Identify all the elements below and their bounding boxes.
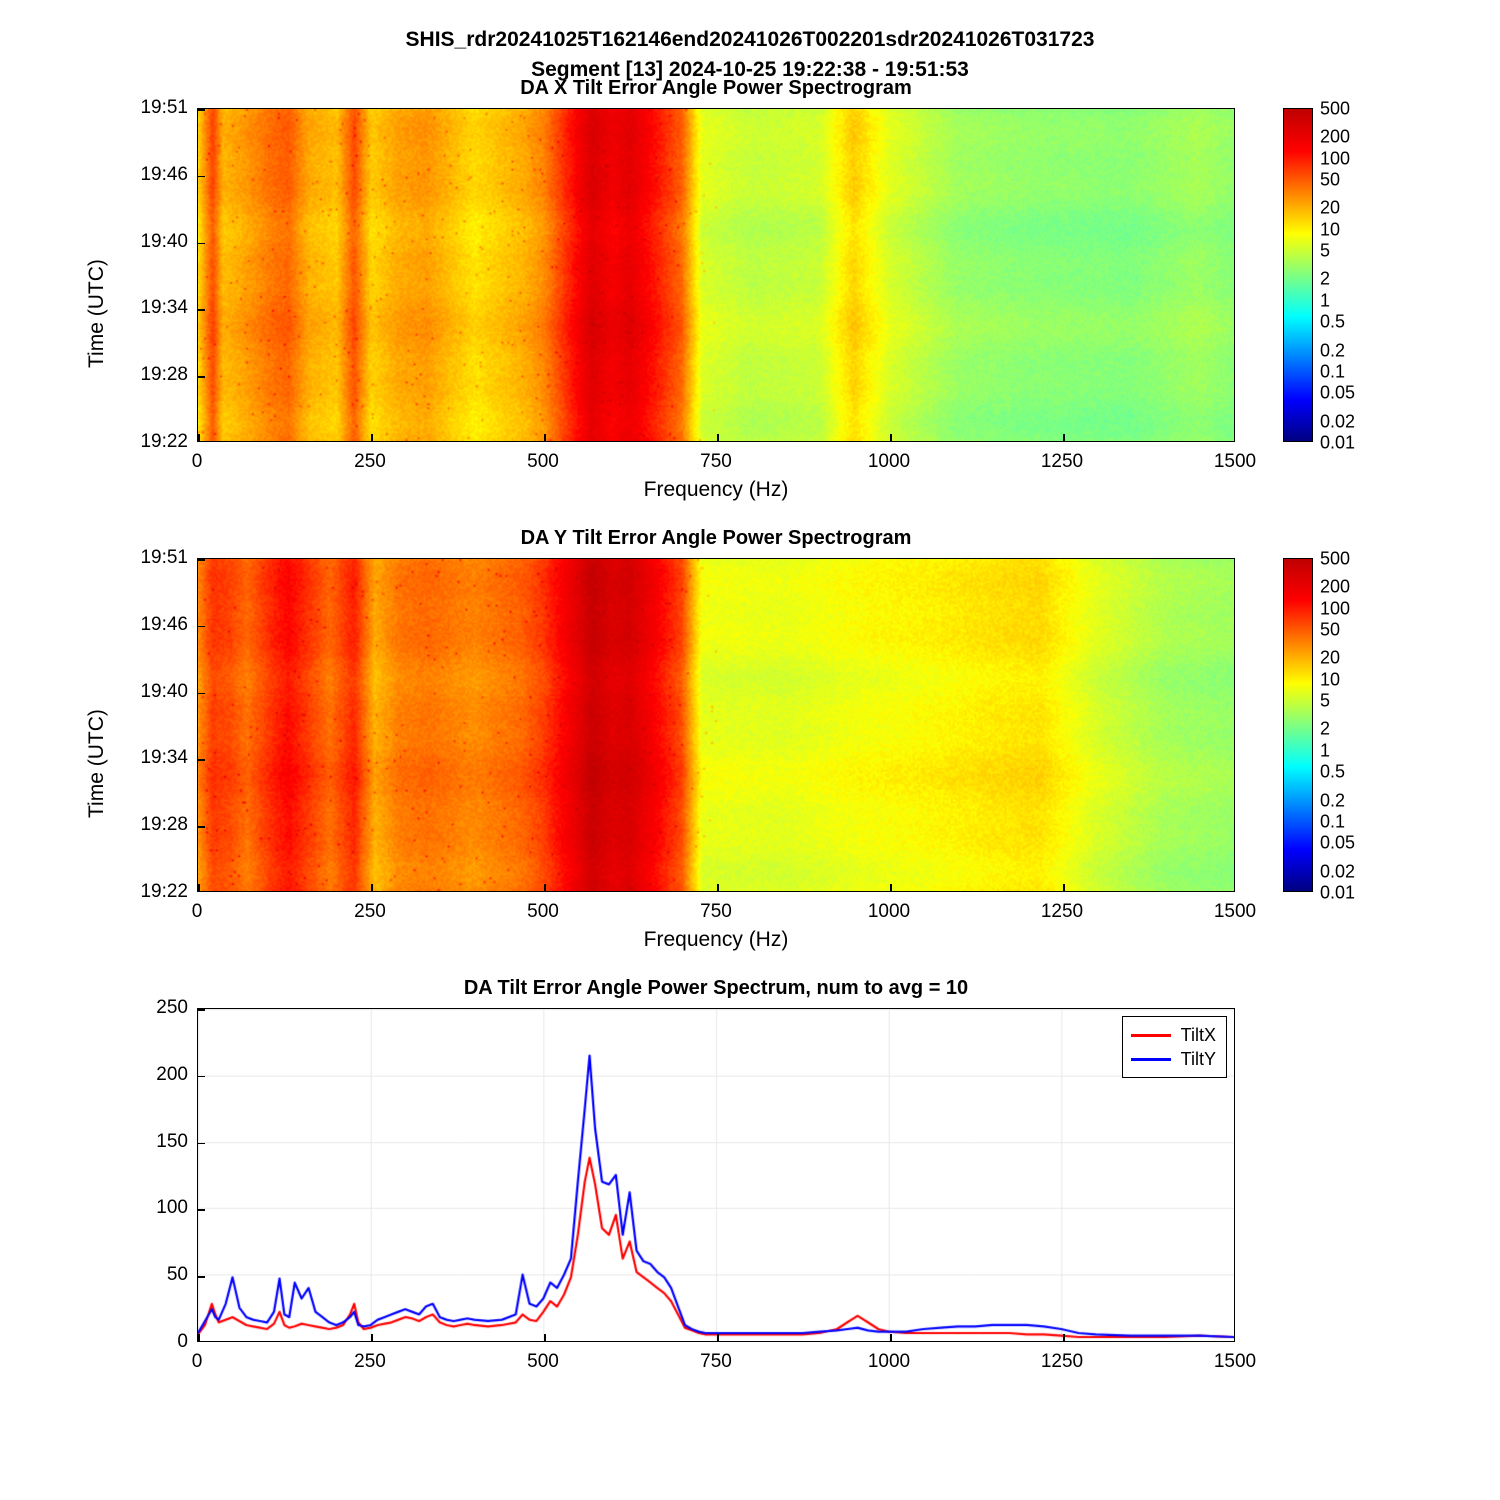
colorbar-tick-label: 100 (1320, 598, 1351, 619)
colorbar-tick-label: 10 (1320, 219, 1341, 240)
legend-swatch-icon (1131, 1034, 1171, 1037)
colorbar-tick-label: 0.5 (1320, 311, 1346, 332)
y-tick-label: 0 (177, 1331, 188, 1352)
y-tick-label: 19:40 (140, 680, 188, 702)
colorbar-tick-label: 500 (1320, 548, 1351, 569)
colorbar-tick-label: 10 (1320, 669, 1341, 690)
x-tick-mark (717, 884, 719, 891)
spectrum-lines (198, 1009, 1234, 1341)
x-tick-mark (1063, 434, 1065, 441)
x-tick-label: 500 (527, 901, 559, 922)
figure-title-line1: SHIS_rdr20241025T162146end20241026T002201sdr20241026T031723 (405, 28, 1095, 51)
colorbar-gradient-da-x (1284, 109, 1312, 441)
x-tick-mark (198, 434, 200, 441)
x-tick-mark (371, 1334, 373, 1341)
panel-title-da-x: DA X Tilt Error Angle Power Spectrogram (520, 77, 912, 99)
x-tick-mark (371, 884, 373, 891)
colorbar-gradient-da-y (1284, 559, 1312, 891)
colorbar-tick-label: 0.1 (1320, 361, 1346, 382)
y-tick-label: 19:51 (140, 97, 188, 118)
x-tick-mark (890, 884, 892, 891)
x-tick-label: 1250 (1040, 1351, 1084, 1372)
x-tick-label: 750 (700, 901, 732, 922)
axes-da-y (197, 558, 1235, 892)
x-tick-label: 0 (191, 1351, 203, 1372)
y-tick-label: 100 (156, 1197, 188, 1219)
colorbar-tick-label: 50 (1320, 169, 1341, 190)
x-tick-mark (371, 434, 373, 441)
axis-label-y-da-x: Time (UTC) (85, 259, 108, 368)
axis-label-x-da-y: Frequency (Hz) (643, 928, 789, 951)
x-tick-label: 500 (527, 1351, 559, 1372)
colorbar-tick-label: 5 (1320, 690, 1331, 711)
x-tick-mark (717, 1334, 719, 1341)
colorbar-tick-label: 0.2 (1320, 790, 1346, 811)
panel-da-x-spectrogram (85, 77, 1257, 501)
y-tick-label: 19:46 (140, 613, 188, 635)
colorbar-tick-label: 0.1 (1320, 811, 1346, 832)
y-tick-label: 19:28 (140, 814, 188, 836)
y-tick-mark (198, 1009, 205, 1011)
y-tick-label: 19:40 (140, 230, 188, 252)
y-tick-label: 19:28 (140, 364, 188, 386)
colorbar-tick-label: 1 (1320, 290, 1331, 311)
legend-label: TiltX (1180, 1024, 1216, 1045)
colorbar-tick-label: 0.05 (1320, 382, 1356, 403)
y-tick-mark (198, 1076, 205, 1078)
x-tick-mark (1234, 884, 1235, 891)
x-tick-mark (717, 434, 719, 441)
colorbar-tick-label: 500 (1320, 98, 1351, 119)
panel-title-da-y: DA Y Tilt Error Angle Power Spectrogram (520, 527, 912, 549)
panel-power-spectrum (156, 977, 1257, 1372)
colorbar-da-y (1283, 548, 1356, 903)
spectrogram-image-da-y (198, 559, 1234, 891)
x-tick-label: 500 (527, 451, 559, 472)
x-tick-mark (198, 884, 200, 891)
y-tick-label: 19:22 (140, 431, 188, 452)
x-tick-mark (1063, 1334, 1065, 1341)
axis-label-x-da-x: Frequency (Hz) (643, 478, 789, 501)
x-tick-label: 1500 (1213, 901, 1257, 922)
x-tick-label: 1250 (1040, 451, 1084, 472)
x-tick-label: 750 (700, 1351, 732, 1372)
colorbar-tick-label: 0.02 (1320, 411, 1356, 432)
y-tick-label: 19:22 (140, 881, 188, 902)
panel-title-spectrum: DA Tilt Error Angle Power Spectrum, num to avg = 10 (463, 977, 969, 999)
y-tick-mark (198, 759, 205, 761)
colorbar-tick-label: 20 (1320, 197, 1341, 218)
colorbar-tick-label: 2 (1320, 718, 1331, 739)
colorbar-tick-label: 0.02 (1320, 861, 1356, 882)
y-tick-mark (198, 176, 205, 178)
legend-label: TiltY (1180, 1048, 1216, 1069)
legend-swatch-icon (1131, 1058, 1171, 1061)
x-tick-label: 750 (700, 451, 732, 472)
legend-item-tiltx[interactable] (1131, 1023, 1216, 1047)
colorbar-tick-label: 1 (1320, 740, 1331, 761)
x-tick-label: 250 (354, 451, 386, 472)
colorbar-tick-label: 0.5 (1320, 761, 1346, 782)
x-tick-label: 0 (191, 901, 203, 922)
x-tick-mark (890, 1334, 892, 1341)
x-tick-label: 250 (354, 901, 386, 922)
y-tick-label: 250 (156, 997, 188, 1018)
x-tick-mark (544, 434, 546, 441)
axes-spectrum (197, 1008, 1235, 1342)
y-tick-mark (198, 109, 205, 111)
x-tick-mark (198, 1334, 200, 1341)
y-tick-mark (198, 376, 205, 378)
x-tick-label: 250 (354, 1351, 386, 1372)
spectrogram-image-da-x (198, 109, 1234, 441)
y-tick-mark (198, 1143, 205, 1145)
x-tick-label: 0 (191, 451, 203, 472)
x-tick-label: 1000 (867, 1351, 911, 1372)
y-tick-mark (198, 1276, 205, 1278)
colorbar-da-x (1283, 98, 1356, 453)
y-tick-mark (198, 891, 205, 892)
y-tick-label: 19:46 (140, 163, 188, 185)
y-tick-label: 50 (166, 1264, 188, 1286)
legend-item-tilty[interactable] (1131, 1047, 1216, 1071)
axes-da-x (197, 108, 1235, 442)
y-tick-mark (198, 309, 205, 311)
y-tick-label: 200 (156, 1063, 188, 1085)
y-tick-mark (198, 1209, 205, 1211)
y-tick-mark (198, 626, 205, 628)
colorbar-tick-label: 0.01 (1320, 432, 1356, 453)
y-tick-mark (198, 1341, 205, 1342)
x-tick-label: 1250 (1040, 901, 1084, 922)
x-tick-mark (544, 1334, 546, 1341)
figure-title-line2: Segment [13] 2024-10-25 19:22:38 - 19:51:53 (531, 58, 969, 81)
y-tick-mark (198, 826, 205, 828)
y-tick-label: 19:34 (140, 747, 188, 769)
colorbar-tick-label: 100 (1320, 148, 1351, 169)
y-tick-mark (198, 559, 205, 561)
colorbar-tick-label: 0.2 (1320, 340, 1346, 361)
legend-spectrum (1122, 1016, 1227, 1078)
x-tick-label: 1000 (867, 901, 911, 922)
x-tick-mark (1234, 434, 1235, 441)
colorbar-tick-label: 200 (1320, 576, 1351, 597)
y-tick-label: 19:34 (140, 297, 188, 319)
x-tick-mark (890, 434, 892, 441)
colorbar-tick-label: 0.05 (1320, 832, 1356, 853)
y-tick-label: 19:51 (140, 547, 188, 568)
colorbar-tick-label: 50 (1320, 619, 1341, 640)
y-tick-label: 150 (156, 1130, 188, 1152)
colorbar-tick-label: 2 (1320, 268, 1331, 289)
colorbar-tick-label: 0.01 (1320, 882, 1356, 903)
colorbar-tick-label: 5 (1320, 240, 1331, 261)
y-tick-mark (198, 243, 205, 245)
y-tick-mark (198, 441, 205, 442)
x-tick-mark (1063, 884, 1065, 891)
x-tick-label: 1000 (867, 451, 911, 472)
colorbar-tick-label: 20 (1320, 647, 1341, 668)
x-tick-label: 1500 (1213, 451, 1257, 472)
x-tick-mark (1234, 1334, 1235, 1341)
x-tick-mark (544, 884, 546, 891)
axis-label-y-da-y: Time (UTC) (85, 709, 108, 818)
colorbar-tick-label: 200 (1320, 126, 1351, 147)
y-tick-mark (198, 693, 205, 695)
panel-da-y-spectrogram (85, 527, 1257, 951)
x-tick-label: 1500 (1213, 1351, 1257, 1372)
